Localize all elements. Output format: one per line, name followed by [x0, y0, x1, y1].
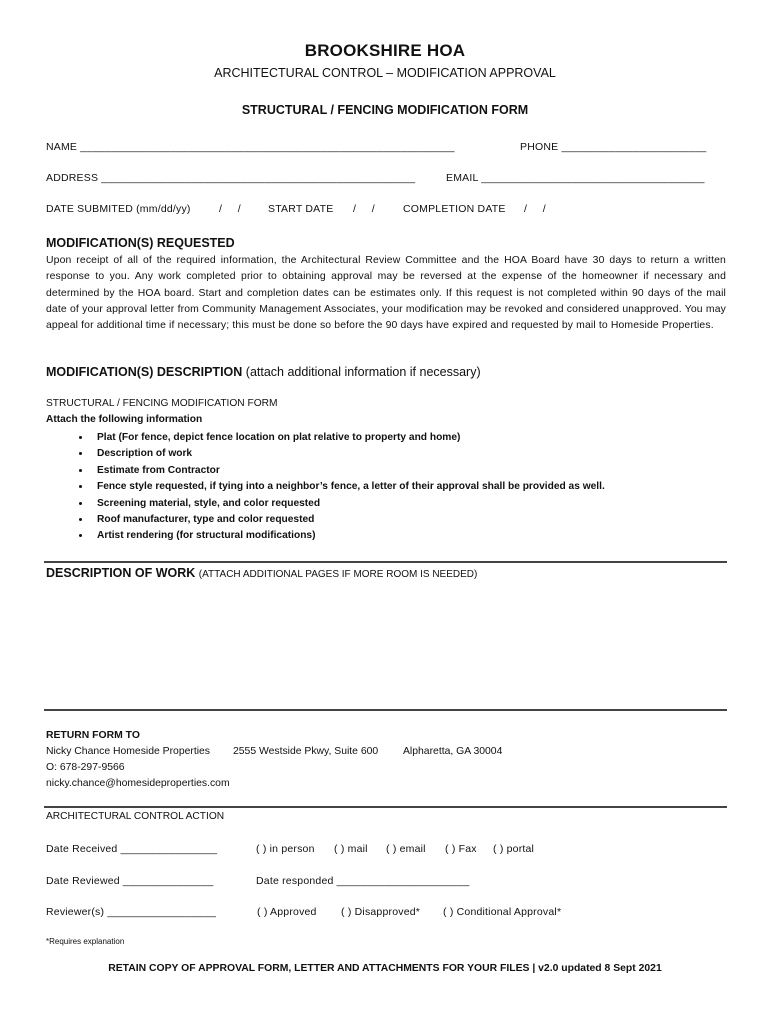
approved-option[interactable]: ( ) Approved [257, 906, 317, 918]
list-item: • Screening material, style, and color requested [91, 496, 605, 512]
start-date-label: START DATE [268, 203, 334, 215]
description-of-work-note: (ATTACH ADDITIONAL PAGES IF MORE ROOM IS NEEDED) [198, 569, 478, 580]
modifications-description-note: (attach additional information if necessary) [245, 365, 481, 379]
list-item: • Artist rendering (for structural modifications) [91, 528, 605, 544]
start-date-field[interactable]: / / [353, 203, 375, 215]
modifications-description-title: MODIFICATION(S) DESCRIPTION [46, 365, 243, 379]
list-item: • Description of work [91, 446, 605, 462]
date-submitted-label: DATE SUBMITED (mm/dd/yy) [46, 203, 191, 215]
email-option[interactable]: ( ) email [386, 843, 426, 855]
list-item: • Roof manufacturer, type and color requested [91, 512, 605, 528]
footer-note: RETAIN COPY OF APPROVAL FORM, LETTER AND ATTACHMENTS FOR YOUR FILES | v2.0 updated 8 Sept 2021 [108, 963, 662, 974]
phone-field[interactable]: PHONE ________________________ [520, 141, 707, 153]
divider [44, 561, 727, 563]
fax-option[interactable]: ( ) Fax [445, 843, 477, 855]
in-person-option[interactable]: ( ) in person [256, 843, 315, 855]
form-label: STRUCTURAL / FENCING MODIFICATION FORM [46, 398, 278, 409]
list-item: • Estimate from Contractor [91, 463, 605, 479]
attach-label: Attach the following information [46, 414, 203, 425]
return-company: Nicky Chance Homeside Properties [46, 746, 211, 757]
date-reviewed-field[interactable]: Date Reviewed _______________ [46, 875, 214, 887]
list-item: • Fence style requested, if tying into a neighbor’s fence, a letter of their approval shall be provided as well. [91, 479, 605, 495]
return-city: Alpharetta, GA 30004 [403, 746, 503, 757]
reviewers-field[interactable]: Reviewer(s) __________________ [46, 906, 217, 918]
portal-option[interactable]: ( ) portal [493, 843, 535, 855]
form-title: STRUCTURAL / FENCING MODIFICATION FORM [241, 103, 529, 117]
action-heading: ARCHITECTURAL CONTROL ACTION [46, 811, 225, 822]
completion-date-label: COMPLETION DATE [403, 203, 506, 215]
modifications-requested-paragraph: Upon receipt of all of the required information, the Architectural Review Committee and the HOA Board have 30 days to return a written response to you. Any work completed prior to obtaining approval may be reversed at the expense of the homeowner if necessary and determined by the HOA board. Start and completion dates can be estimates only. If this request is not completed within 90 days of the mail date of your approval letter from Community Management Associates, your modification may be revoked and considered unapproved. You may appeal for additional time if necessary; this must be done so before the 90 days have expired and requested by mail to Homeside Properties. [46, 255, 726, 332]
completion-date-field[interactable]: / / [524, 203, 546, 215]
attachment-list [46, 430, 605, 545]
modifications-requested-heading: MODIFICATION(S) REQUESTED [46, 236, 235, 250]
conditional-approval-option[interactable]: ( ) Conditional Approval* [443, 906, 562, 918]
description-of-work-title: DESCRIPTION OF WORK [46, 566, 196, 580]
disapproved-option[interactable]: ( ) Disapproved* [341, 906, 421, 918]
divider [44, 709, 727, 711]
description-of-work-heading [46, 566, 477, 580]
return-address: 2555 Westside Pkwy, Suite 600 [233, 746, 379, 757]
modifications-description-heading [46, 365, 481, 379]
form-subtitle: ARCHITECTURAL CONTROL – MODIFICATION APPROVAL [214, 66, 556, 80]
return-phone: O: 678-297-9566 [46, 762, 125, 773]
address-field[interactable]: ADDRESS ____________________________________________________ [46, 172, 416, 184]
org-title: BROOKSHIRE HOA [304, 41, 466, 60]
email-field[interactable]: EMAIL _____________________________________ [446, 172, 705, 184]
return-email[interactable]: nicky.chance@homesideproperties.com [46, 778, 230, 789]
description-of-work-area[interactable] [44, 584, 727, 706]
name-field[interactable]: NAME ______________________________________________________________ [46, 141, 455, 153]
mail-option[interactable]: ( ) mail [334, 843, 368, 855]
date-submitted-field[interactable]: / / [219, 203, 241, 215]
date-received-field[interactable]: Date Received ________________ [46, 843, 218, 855]
list-item: • Plat (For fence, depict fence location on plat relative to property and home) [91, 430, 605, 446]
return-form-heading: RETURN FORM TO [46, 730, 140, 741]
divider [44, 806, 727, 808]
requires-explanation-note: *Requires explanation [46, 937, 125, 946]
date-responded-field[interactable]: Date responded ______________________ [256, 875, 470, 887]
